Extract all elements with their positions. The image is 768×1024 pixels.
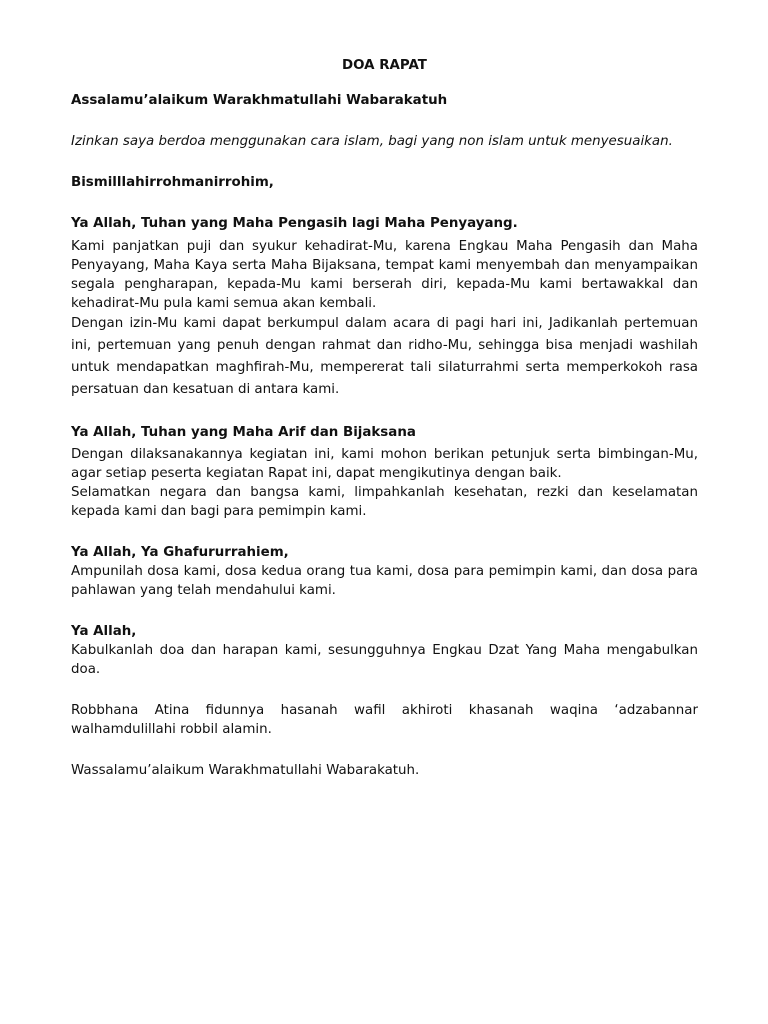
section-paragraph: Dengan izin-Mu kami dapat berkumpul dalam acara di pagi hari ini, Jadikanlah pertemuan ini, pertemuan yang penuh dengan rahmat dan ridho-Mu, sehingga bisa menjadi washilah untuk mendapatkan maghfirah-Mu, mempererat tali silaturrahmi serta memperkokoh rasa persatuan dan kesatuan di antara kami. [71, 316, 698, 397]
section-paragraph: Dengan dilaksanakannya kegiatan ini, kami mohon berikan petunjuk serta bimbingan-Mu, agar setiap peserta kegiatan Rapat ini, dapat mengikutinya dengan baik. [71, 447, 698, 481]
section-ya-allah [71, 622, 698, 679]
opening-greeting: Assalamu’alaikum Warakhmatullahi Wabarakatuh [71, 93, 448, 108]
section-paragraph: Kabulkanlah doa dan harapan kami, sesungguhnya Engkau Dzat Yang Maha mengabulkan doa. [71, 643, 698, 677]
section-paragraph: Kami panjatkan puji dan syukur kehadirat-Mu, karena Engkau Maha Pengasih dan Maha Penyayang, Maha Kaya serta Maha Bijaksana, tempat kami menyembah dan menyampaikan segala pengharapan, kepada-Mu kami berserah diri, kepada-Mu kami bertawakkal dan kehadirat-Mu pula kami semua akan kembali. [71, 239, 698, 311]
intro-text: Izinkan saya berdoa menggunakan cara islam, bagi yang non islam untuk menyesuaikan. [71, 134, 673, 149]
section-paragraph: Ampunilah dosa kami, dosa kedua orang tua kami, dosa para pemimpin kami, dan dosa para pahlawan yang telah mendahului kami. [71, 564, 698, 598]
section-paragraph: Selamatkan negara dan bangsa kami, limpahkanlah kesehatan, rezki dan keselamatan kepada kami dan bagi para pemimpin kami. [71, 485, 698, 519]
closing-greeting: Wassalamu’alaikum Warakhmatullahi Wabarakatuh. [71, 763, 420, 778]
section-pengasih [71, 214, 698, 401]
section-heading: Ya Allah, [71, 624, 137, 639]
section-ghafururrahiem [71, 543, 698, 600]
closing-prayer: Robbhana Atina fidunnya hasanah wafil akhiroti khasanah waqina ‘adzabannar walhamdulillahi robbil alamin. [71, 703, 698, 737]
bismillah-text: Bismilllahirrohmanirrohim, [71, 175, 274, 190]
document-title: DOA RAPAT [342, 58, 427, 73]
section-heading: Ya Allah, Tuhan yang Maha Pengasih lagi Maha Penyayang. [71, 216, 518, 231]
section-arif [71, 423, 698, 521]
section-heading: Ya Allah, Ya Ghafururrahiem, [71, 545, 289, 560]
section-heading: Ya Allah, Tuhan yang Maha Arif dan Bijaksana [71, 425, 416, 440]
